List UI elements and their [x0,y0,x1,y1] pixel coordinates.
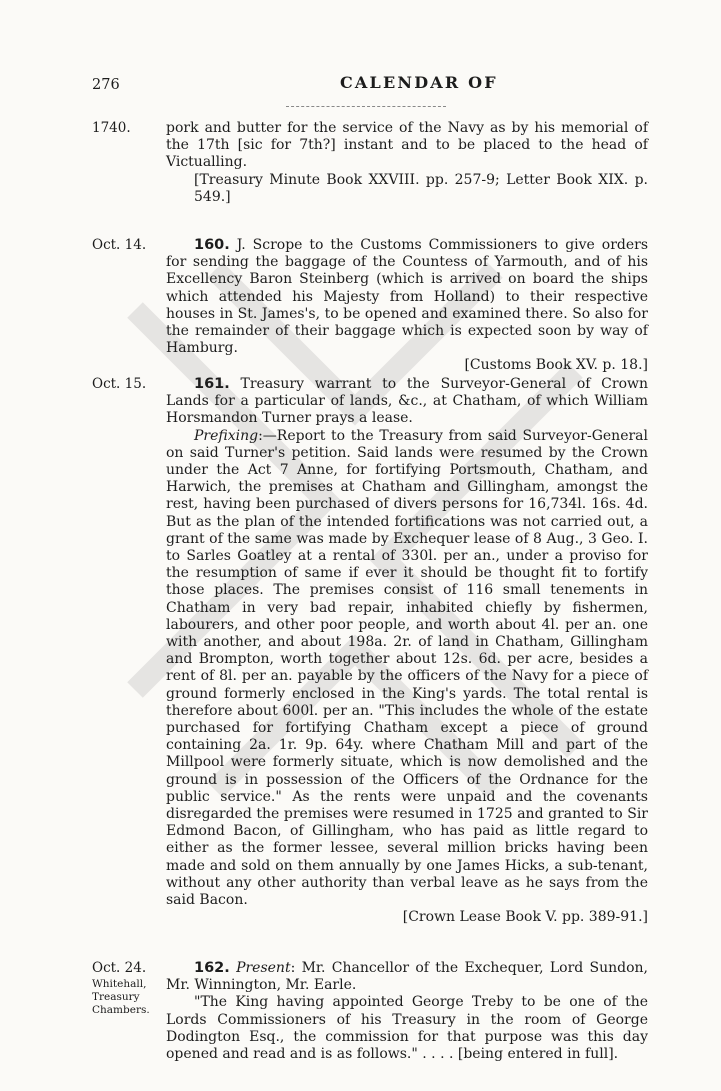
entry-161-prefixing [166,428,648,910]
entry-continuation-text: pork and butter for the service of the Navy as by his memorial of the 17th [sic for 7th?] instant and to be placed to the head of Victualling. [166,120,648,171]
entry-162-quote: "The King having appointed George Treby to be one of the Lords Commissioners of his Treasury in the room of George Dodington Esq., the commission for that purpose was this day opened and read and is as follows." . . . . [being entered in full]. [166,994,648,1063]
header-rule [286,106,446,107]
entry-160-source: [Customs Book XV. p. 18.] [464,357,648,374]
running-title: CALENDAR OF [340,73,498,92]
entry-162-number: 162. [194,960,230,976]
entry-continuation-source: [Treasury Minute Book XXVIII. pp. 257-9; Letter Book XIX. p. 549.] [194,171,648,205]
entry-162-place-2: Treasury [92,991,140,1003]
entry-160-number: 160. [194,237,230,253]
present-text: : Mr. Chancellor of the Exchequer, Lord Sundon, Mr. Winnington, Mr. Earle. [166,960,648,994]
page-number: 276 [92,77,120,93]
entry-160-date: Oct. 14. [92,237,147,253]
entry-161-number: 161. [194,376,230,392]
entry-161-text [166,376,648,428]
entry-162-present [166,960,648,994]
margin-year: 1740. [92,120,131,136]
prefixing-text: :—Report to the Treasury from said Surveyor-General on said Turner's petition. Said lands were resumed by the Crown under the Act 7 Anne, for fortifying Portsmouth, Chatham, and Harwich, the premises at Chatham and Gillingham, amongst the rest, having been purchased of divers persons for 16,734l. 16s. 4d. But as the plan of the intended fortifications was not carried out, a grant of the same was made by Exchequer lease of 8 Aug., 3 Geo. I. to Sarles Goatley at a rental of 330l. per an., under a proviso for the resumption of same if ever it should be thought fit to fortify those places. The premises consist of 116 small tenements in Chatham in very bad repair, inhabited chiefly by fishermen, labourers, and other poor people, and worth about 4l. per an. one with another, and about 198a. 2r. of land in Chatham, Gillingham and Brompton, worth together about 12s. 6d. per acre, besides a rent of 8l. per an. payable by the officers of the Navy for a piece of ground formerly enclosed in the King's yards. The total rental is therefore about 600l. per an. "This includes the whole of the estate purchased for fortifying Chatham except a piece of ground containing 2a. 1r. 9p. 64y. where Chatham Mill and part of the Millpool were formerly situate, which is now demolished and the ground is in possession of the Officers of the Ordnance for the public service." As the rents were unpaid and the covenants disregarded the premises were resumed in 1725 and granted to Sir Edmond Bacon, of Gillingham, who has paid as little regard to either as the former lessee, several million bricks having been made and sold on them annually by one James Hicks, a sub-tenant, without any other authority than verbal leave as he says from the said Bacon. [166,427,648,909]
entry-161-source: [Crown Lease Book V. pp. 389-91.] [402,909,648,926]
prefixing-label: Prefixing [194,427,259,444]
entry-160-text [166,237,648,357]
page-header [0,71,721,101]
entry-162-date: Oct. 24. [92,960,147,976]
entry-161-body: Treasury warrant to the Surveyor-General of Crown Lands for a particular of lands, &c., at Chatham, of which William Horsmandon Turner prays a lease. [166,376,649,427]
entry-162-place-3: Chambers. [92,1004,150,1016]
entry-162-place-1: Whitehall, [92,978,147,990]
present-label: Present [236,960,291,976]
entry-162-margin [92,960,162,1016]
entry-160-body: J. Scrope to the Customs Commissioners to give orders for sending the baggage of the Countess of Yarmouth, and of his Excellency Baron Steinberg (which is arrived on board the ships which attended his Majesty from Holland) to their respective houses in St. James's, to be opened and examined there. So also for the remainder of their baggage which is expected soon by way of Hamburg. [166,237,649,357]
entry-161-date: Oct. 15. [92,376,147,392]
